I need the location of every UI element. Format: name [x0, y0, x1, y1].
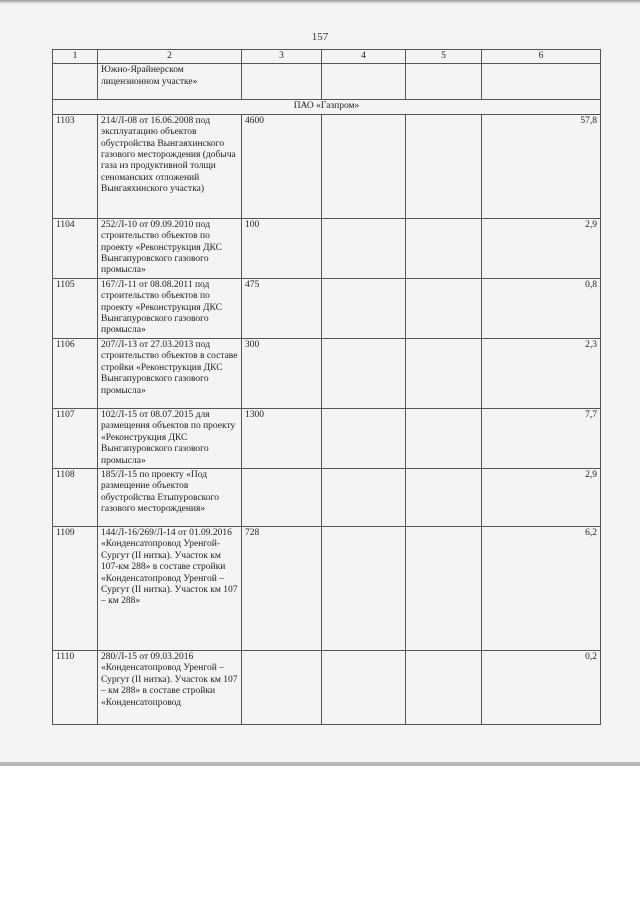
section-title: ПАО «Газпром» — [53, 100, 601, 114]
column-header: 6 — [482, 50, 601, 64]
row-number: 1103 — [53, 114, 98, 218]
row-col4 — [322, 278, 406, 338]
row-number: 1106 — [53, 338, 98, 408]
column-header: 4 — [322, 50, 406, 64]
row-col4 — [322, 408, 406, 468]
continuation-text: Южно-Ярайнерском лицензионном участке» — [98, 64, 242, 100]
row-col5 — [406, 278, 482, 338]
row-number: 1104 — [53, 218, 98, 278]
row-area: 728 — [242, 526, 322, 650]
row-area: 300 — [242, 338, 322, 408]
row-value: 7,7 — [482, 408, 601, 468]
row-col5 — [406, 218, 482, 278]
row-document: 167/Л-11 от 08.08.2011 под строительство объектов по проекту «Реконструкция ДКС Вынгапуровского газового промысла» — [98, 278, 242, 338]
row-document: 185/Л-15 по проекту «Под размещение объектов обустройства Етыпуровского газового месторождения» — [98, 468, 242, 526]
row-document: 144/Л-16/269/Л-14 от 01.09.2016 «Конденсатопровод Уренгой-Сургут (II нитка). Участок км 107-км 288» в составе стройки «Конденсатопровод Уренгой – Сургут (II нитка). Участок км 107 – км 288» — [98, 526, 242, 650]
row-number: 1107 — [53, 408, 98, 468]
row-document: 102/Л-15 от 08.07.2015 для размещения объектов по проекту «Реконструкция ДКС Вынгапуровского газового промысла» — [98, 408, 242, 468]
row-col5 — [406, 338, 482, 408]
row-document: 214/Л-08 от 16.06.2008 под эксплуатацию объектов обустройства Вынгаяхинского газового месторождения (добыча газа из продуктивной толщи сеноманских отложений Вынгаяхинского участка) — [98, 114, 242, 218]
row-area: 100 — [242, 218, 322, 278]
table-row — [53, 114, 601, 218]
table-row — [53, 338, 601, 408]
row-number: 1105 — [53, 278, 98, 338]
column-header: 5 — [406, 50, 482, 64]
column-number-row — [53, 50, 601, 64]
row-value: 2,9 — [482, 468, 601, 526]
row-col4 — [322, 468, 406, 526]
row-value: 2,3 — [482, 338, 601, 408]
row-document: 280/Л-15 от 09.03.2016 «Конденсатопровод Уренгой – Сургут (II нитка). Участок км 107 – км 288» в составе стройки «Конденсатопровод — [98, 650, 242, 724]
land-register-table — [52, 49, 601, 725]
row-value: 0,2 — [482, 650, 601, 724]
row-col5 — [406, 408, 482, 468]
continuation-row — [53, 64, 601, 100]
table-row — [53, 526, 601, 650]
table-row — [53, 408, 601, 468]
row-col4 — [322, 650, 406, 724]
table-row — [53, 468, 601, 526]
row-col5 — [406, 526, 482, 650]
row-area — [242, 468, 322, 526]
row-area: 4600 — [242, 114, 322, 218]
row-value: 57,8 — [482, 114, 601, 218]
column-header: 1 — [53, 50, 98, 64]
table-row — [53, 218, 601, 278]
row-col4 — [322, 218, 406, 278]
table-row — [53, 278, 601, 338]
row-number: 1108 — [53, 468, 98, 526]
row-area: 475 — [242, 278, 322, 338]
row-document: 252/Л-10 от 09.09.2010 под строительство объектов по проекту «Реконструкция ДКС Вынгапуровского газового промысла» — [98, 218, 242, 278]
row-col4 — [322, 338, 406, 408]
column-header: 2 — [98, 50, 242, 64]
scan-edge — [0, 0, 640, 4]
row-col5 — [406, 114, 482, 218]
row-number: 1109 — [53, 526, 98, 650]
row-value: 6,2 — [482, 526, 601, 650]
table-row — [53, 650, 601, 724]
row-col4 — [322, 526, 406, 650]
row-col4 — [322, 114, 406, 218]
row-document: 207/Л-13 от 27.03.2013 под строительство объектов в составе стройки «Реконструкция ДКС Вынгапуровского газового промысла» — [98, 338, 242, 408]
row-value: 2,9 — [482, 218, 601, 278]
row-number: 1110 — [53, 650, 98, 724]
row-area — [242, 650, 322, 724]
section-row — [53, 100, 601, 114]
row-area: 1300 — [242, 408, 322, 468]
page-number: 157 — [311, 31, 329, 43]
row-value: 0,8 — [482, 278, 601, 338]
row-col5 — [406, 650, 482, 724]
column-header: 3 — [242, 50, 322, 64]
row-col5 — [406, 468, 482, 526]
